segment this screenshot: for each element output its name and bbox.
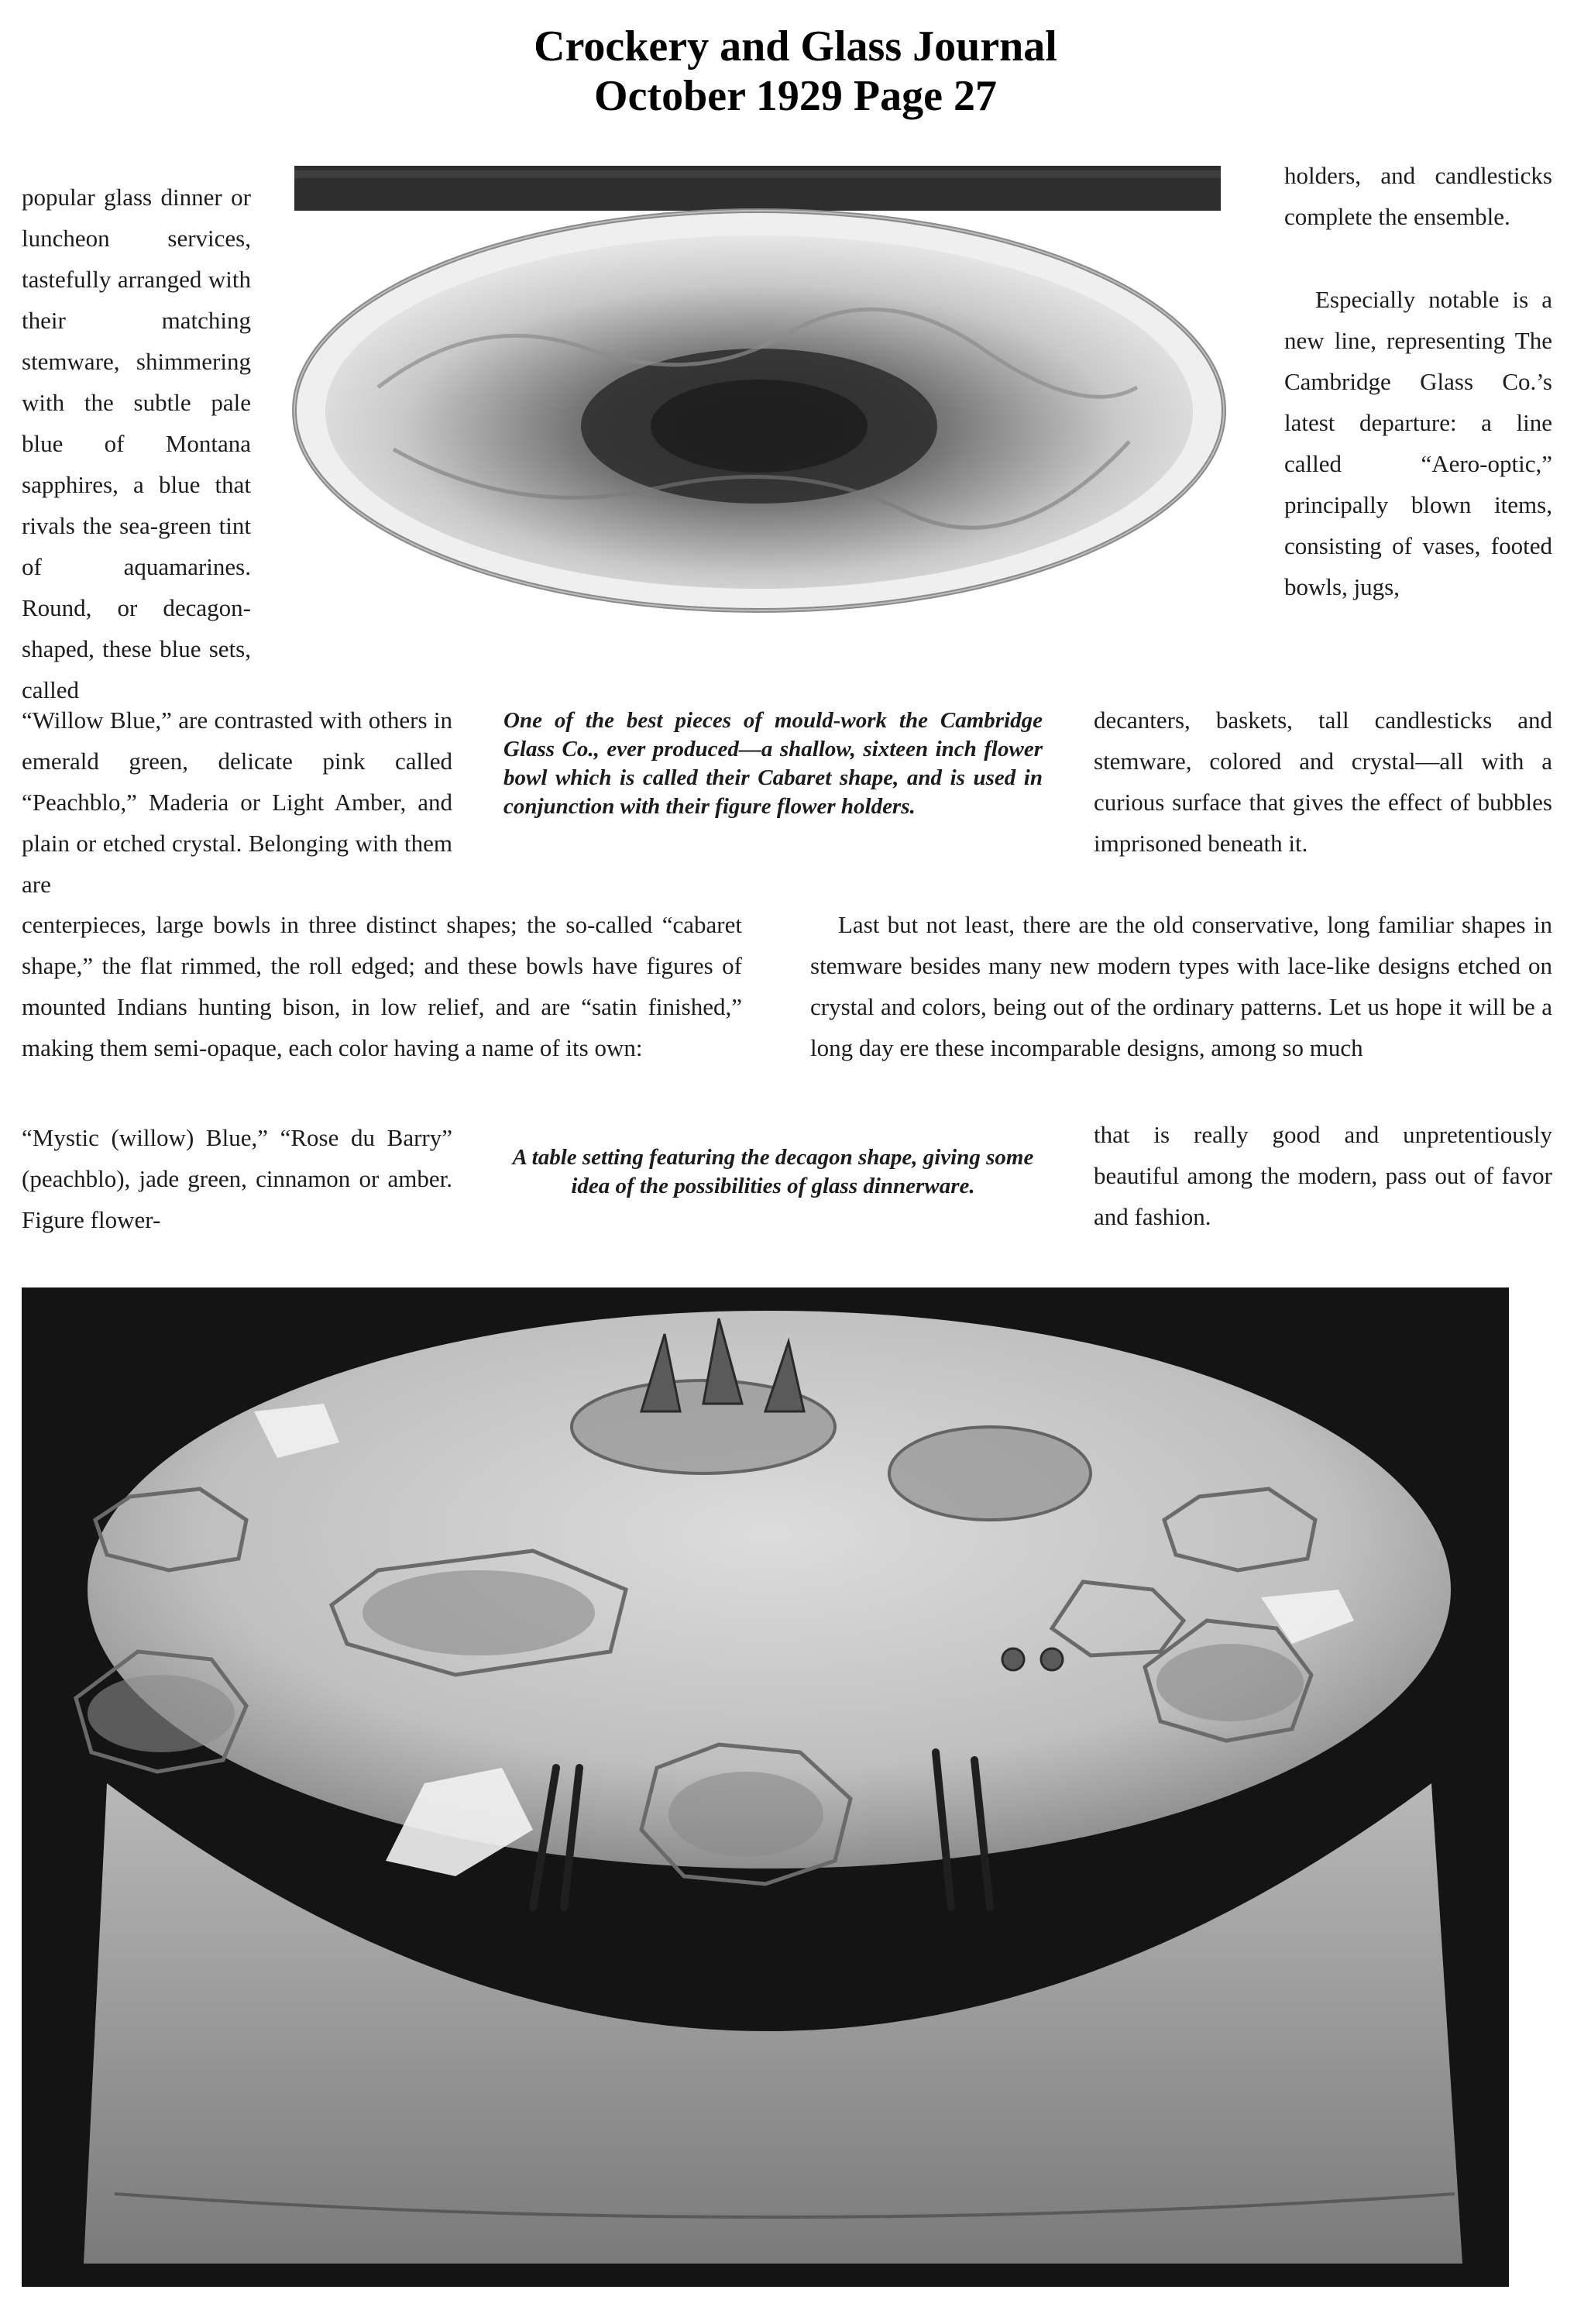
bowl-caption: One of the best pieces of mould-work the Cambridge Glass Co., ever produced—a shallow, sixteen inch flower bowl which is called their Cabaret shape, and is used in conjunction with their figure flower holders. [503, 708, 1043, 819]
journal-title: Crockery and Glass Journal [534, 22, 1057, 70]
article-col3-bottom: that is really good and unpretentiously beautiful among the modern, pass out of favor and fashion. [1094, 1121, 1552, 1230]
flower-bowl-photo [285, 155, 1230, 658]
article-col3-para2: Especially notable is a new line, representing The Cambridge Glass Co.’s latest departure: a line called “Aero-optic,” principally blown items, consisting of vases, footed bowls, jugs, [1284, 286, 1552, 600]
article-wide-left: centerpieces, large bowls in three distinct shapes; the so-called “cabaret shape,” the flat rimmed, the roll edged; and these bowls have figures of mounted Indians hunting bison, in low relief, and are “satin finished,” making them semi-opaque, each color having a name of its own: [22, 911, 742, 1061]
page-header [0, 22, 1591, 121]
article-col3-top: holders, and candlesticks complete the ensemble. [1284, 162, 1552, 230]
article-col1-mid: “Willow Blue,” are contrasted with others in emerald green, delicate pink called “Peachblo,” Maderia or Light Amber, and plain or etched crystal. Belonging with them are [22, 706, 452, 898]
article-wide-right: Last but not least, there are the old conservative, long familiar shapes in stemware besides many new modern types with lace-like designs etched on crystal and colors, being out of the ordinary patterns. Let us hope it will be a long day ere these incomparable designs, among so much [810, 911, 1552, 1061]
issue-date: October 1929 Page 27 [594, 72, 997, 120]
table-setting-photo [22, 1287, 1509, 2287]
article-col1-top: popular glass dinner or luncheon services, tastefully arranged with their matching stemware, shimmering with the subtle pale blue of Montana sapphires, a blue that rivals the sea-green tint of aquamarines. Round, or decagon-shaped, these blue sets, called [22, 184, 251, 703]
article-col3-mid: decanters, baskets, tall candlesticks and stemware, colored and crystal—all with a curious surface that gives the effect of bubbles imprisoned beneath it. [1094, 706, 1552, 857]
article-col1-bottom: “Mystic (willow) Blue,” “Rose du Barry” (peachblo), jade green, cinnamon or amber. Figure flower- [22, 1124, 452, 1233]
table-caption: A table setting featuring the decagon shape, giving some idea of the possibilities of glass dinnerware. [512, 1145, 1034, 1198]
